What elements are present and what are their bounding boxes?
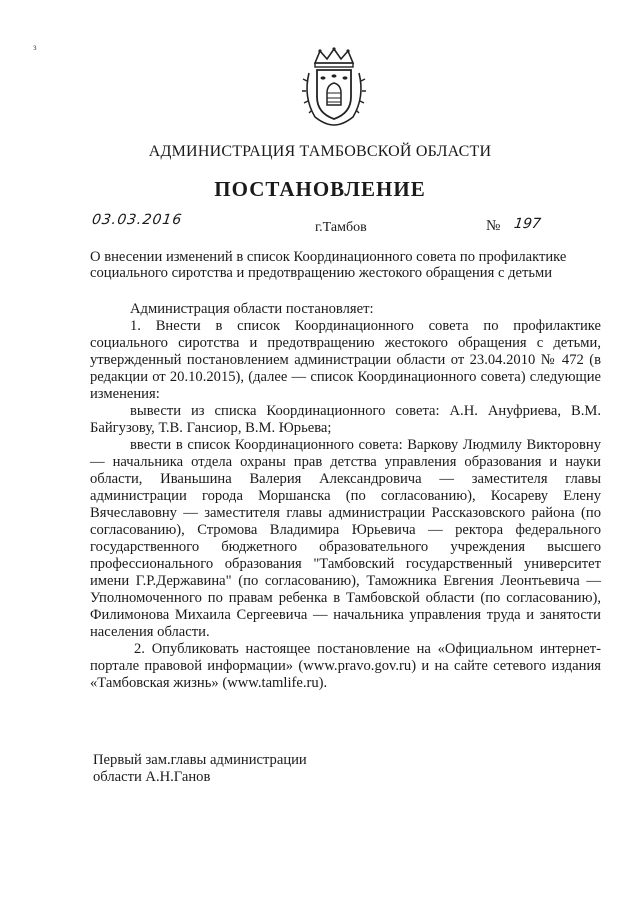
item-2-paragraph: 2. Опубликовать настоящее постановление на «Официальном интернет-портале правовой информации» (www.pravo.gov.ru) и на сайте сетевого издания «Тамбовская жизнь» (www.tamlife.ru). <box>90 641 601 691</box>
signature-name: области А.Н.Ганов <box>93 769 211 785</box>
page-mark: з <box>33 42 37 52</box>
addition-paragraph: ввести в список Координационного совета: Варкову Людмилу Викторовну — начальника отдела охраны прав детства управления образования и науки области, Иваньшина Валерия Александровича — заместителя главы администрации города Моршанска (по согласованию), Косареву Елену Вячеславовну — заместителя главы администрации Рассказовского района (по согласованию), Стромова Владимира Юрьевича — ректора федерального государственного бюджетного образовательного учреждения высшего профессионального образования "Тамбовский государственный университет имени Г.Р.Державина" (по согласованию), Таможника Евгения Леонтьевича — Уполномоченного по правам ребенка в Тамбовской области (по согласованию), Филимонова Михаила Сергеевича — начальника управления труда и занятости населения области. <box>90 437 601 640</box>
signature-position: Первый зам.главы администрации <box>93 752 307 768</box>
document-city: г.Тамбов <box>315 220 367 235</box>
intro-paragraph: Администрация области постановляет: <box>130 301 374 317</box>
document-subject: О внесении изменений в список Координационного совета по профилактике социального сиротства и предотвращению жестокого обращения с детьми <box>90 249 567 281</box>
document-number-label: № <box>486 218 501 234</box>
document-body <box>90 301 601 692</box>
signature-block <box>93 752 307 786</box>
organization-title: АДМИНИСТРАЦИЯ ТАМБОВСКОЙ ОБЛАСТИ <box>148 143 492 160</box>
document-number: 197 <box>512 216 542 232</box>
item-1-paragraph: 1. Внести в список Координационного совета по профилактике социального сиротства и предотвращению жестокого обращения с детьми, утвержденный постановлением администрации области от 23.04.2010 № 472 (в редакции от 20.10.2015), (далее — список Координационного совета) следующие изменения: <box>90 318 601 402</box>
coat-of-arms-emblem <box>301 47 367 127</box>
removal-paragraph: вывести из списка Координационного совета: А.Н. Ануфриева, В.М. Байгузову, Т.В. Гансиор, В.М. Юрьева; <box>90 403 601 436</box>
document-type-title: ПОСТАНОВЛЕНИЕ <box>214 177 426 201</box>
document-date: 03.03.2016 <box>90 212 184 228</box>
